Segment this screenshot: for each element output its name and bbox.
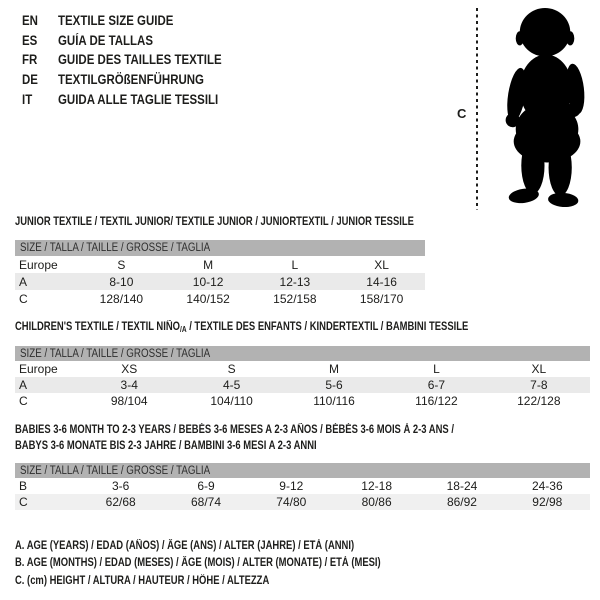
- size-cell: XS: [121, 362, 138, 376]
- guide-title-es: GUÍA DE TALLAS: [58, 32, 153, 48]
- row-label: C: [19, 394, 28, 408]
- silhouette-leg-right: [549, 139, 572, 196]
- footnote-text: B. AGE (MONTHS) / EDAD (MESES) / ÂGE (MOIS) / ALTER (MONATE) / ETÀ (MESI): [15, 557, 381, 570]
- age-cell: 8-10: [109, 274, 134, 289]
- junior-title-text: JUNIOR TEXTILE / TEXTIL JUNIOR/ TEXTILE JUNIOR / JUNIORTEXTIL / JUNIOR TESSILE: [15, 216, 414, 228]
- footnote-age-years: [15, 537, 461, 555]
- size-header-text: SIZE / TALLA / TAILLE / GRÖSSE / TAGLIA: [20, 242, 211, 254]
- footnote-text: C. (cm) HEIGHT / ALTURA / HAUTEUR / HÖHE / ALTEZZA: [15, 574, 270, 587]
- guide-title-de: TEXTILGRÖßENFÜHRUNG: [58, 72, 204, 88]
- language-code: FR: [22, 52, 38, 68]
- age-cell: 18-24: [446, 479, 478, 493]
- babies-title-line1: BABIES 3-6 MONTH TO 2-3 YEARS / BEBÉS 3-6 MESES A 2-3 AÑOS / BÉBÉS 3-6 MOIS À 2-3 ANS /: [15, 424, 454, 436]
- footnote-height-cm: [15, 572, 461, 590]
- table-row-height: [15, 494, 590, 510]
- silhouette-head: [520, 8, 570, 56]
- language-title-block: [22, 11, 251, 109]
- language-row-fr: [22, 50, 251, 70]
- table-row-age: [15, 377, 590, 393]
- age-cell: 6-7: [427, 378, 446, 392]
- height-cell: 128/140: [99, 291, 144, 306]
- height-cell: 104/110: [210, 394, 253, 408]
- table-row-age: [15, 273, 425, 290]
- age-cell: 3-4: [120, 378, 138, 392]
- size-header-bar: [15, 346, 590, 361]
- height-cell: 140/152: [186, 291, 230, 306]
- age-cell: 9-12: [279, 479, 304, 493]
- table-row-europe: [15, 361, 590, 377]
- row-label: A: [19, 378, 28, 392]
- age-cell: 4-5: [222, 378, 241, 392]
- size-header-text: SIZE / TALLA / TAILLE / GRÖSSE / TAGLIA: [20, 464, 211, 477]
- height-cell: 80/86: [361, 495, 392, 509]
- table-row-age-months: [15, 478, 590, 494]
- language-row-en: [22, 11, 251, 31]
- row-label: B: [19, 479, 28, 493]
- row-label: A: [19, 274, 28, 289]
- babies-section-title: [15, 422, 550, 454]
- children-size-table: [15, 346, 590, 409]
- table-row-height: [15, 393, 590, 409]
- size-cell: M: [329, 362, 340, 376]
- height-cell: 110/116: [313, 394, 355, 408]
- age-cell: 14-16: [366, 274, 397, 289]
- silhouette-leg-left: [521, 137, 544, 194]
- age-cell: 5-6: [325, 378, 343, 392]
- language-row-it: [22, 89, 251, 109]
- toddler-silhouette: [492, 6, 594, 210]
- language-row-de: [22, 70, 251, 90]
- guide-title-fr: GUIDE DES TAILLES TEXTILE: [58, 52, 222, 68]
- height-measure-dotted-line: [476, 8, 478, 210]
- age-cell: 6-9: [197, 479, 215, 493]
- children-title-post: / TEXTILE DES ENFANTS / KINDERTEXTIL / BAMBINI TESSILE: [186, 321, 469, 333]
- language-code: IT: [22, 91, 33, 107]
- height-measure-label-c: C: [457, 106, 467, 121]
- height-cell: 116/122: [415, 394, 458, 408]
- height-cell: 92/98: [532, 495, 563, 509]
- age-cell: 24-36: [531, 479, 563, 493]
- footnote-text: A. AGE (YEARS) / EDAD (AÑOS) / ÂGE (ANS) / ALTER (JAHRE) / ETÀ (ANNI): [15, 539, 355, 552]
- height-cell: 68/74: [190, 495, 221, 509]
- table-row-europe: [15, 256, 425, 273]
- language-code: DE: [22, 72, 38, 88]
- age-cell: 7-8: [530, 378, 548, 392]
- age-cell: 10-12: [192, 274, 224, 289]
- children-title-pre: CHILDREN'S TEXTILE / TEXTIL NIÑO: [15, 321, 181, 333]
- age-cell: 3-6: [111, 479, 130, 493]
- children-title-sub: /A: [180, 325, 187, 334]
- height-cell: 158/170: [359, 291, 404, 306]
- size-cell: L: [291, 257, 299, 272]
- height-cell: 74/80: [276, 495, 307, 509]
- height-cell: 152/158: [273, 291, 317, 306]
- legend-footnotes: [15, 537, 461, 590]
- size-cell: S: [227, 362, 236, 376]
- silhouette-hand-left: [506, 113, 520, 127]
- age-cell: 12-18: [361, 479, 392, 493]
- height-cell: 98/104: [110, 394, 148, 408]
- height-cell: 86/92: [446, 495, 477, 509]
- row-label: Europe: [19, 257, 58, 272]
- height-cell: 122/128: [517, 394, 561, 408]
- children-section-title: [15, 321, 568, 333]
- row-label: C: [19, 291, 28, 306]
- children-title-text: [15, 321, 468, 333]
- silhouette-foot-right: [548, 192, 579, 208]
- size-cell: S: [117, 257, 126, 272]
- size-header-bar: [15, 463, 590, 478]
- row-label: Europe: [19, 362, 58, 376]
- guide-title-en: TEXTILE SIZE GUIDE: [58, 13, 174, 29]
- language-code: EN: [22, 13, 38, 29]
- silhouette-hand-right: [566, 103, 580, 117]
- age-cell: 12-13: [279, 274, 311, 289]
- babies-title-line2: BABYS 3-6 MONATE BIS 2-3 JAHRE / BAMBINI 3-6 MESI A 2-3 ANNI: [15, 440, 317, 452]
- size-header-text: SIZE / TALLA / TAILLE / GRÖSSE / TAGLIA: [20, 347, 211, 360]
- size-header-bar: [15, 240, 425, 256]
- size-cell: L: [433, 362, 440, 376]
- height-cell: 62/68: [105, 495, 136, 509]
- size-cell: XL: [374, 257, 389, 272]
- language-code: ES: [22, 32, 38, 48]
- silhouette-ear-left: [516, 31, 524, 45]
- babies-size-table: [15, 463, 590, 510]
- junior-size-table: [15, 240, 425, 307]
- language-row-es: [22, 31, 251, 51]
- footnote-age-months: [15, 555, 461, 573]
- size-cell: M: [203, 257, 214, 272]
- junior-section-title: [15, 216, 501, 228]
- size-cell: XL: [531, 362, 547, 376]
- row-label: C: [19, 495, 28, 509]
- guide-title-it: GUIDA ALLE TAGLIE TESSILI: [58, 91, 219, 107]
- table-row-height: [15, 290, 425, 307]
- silhouette-ear-right: [566, 31, 574, 45]
